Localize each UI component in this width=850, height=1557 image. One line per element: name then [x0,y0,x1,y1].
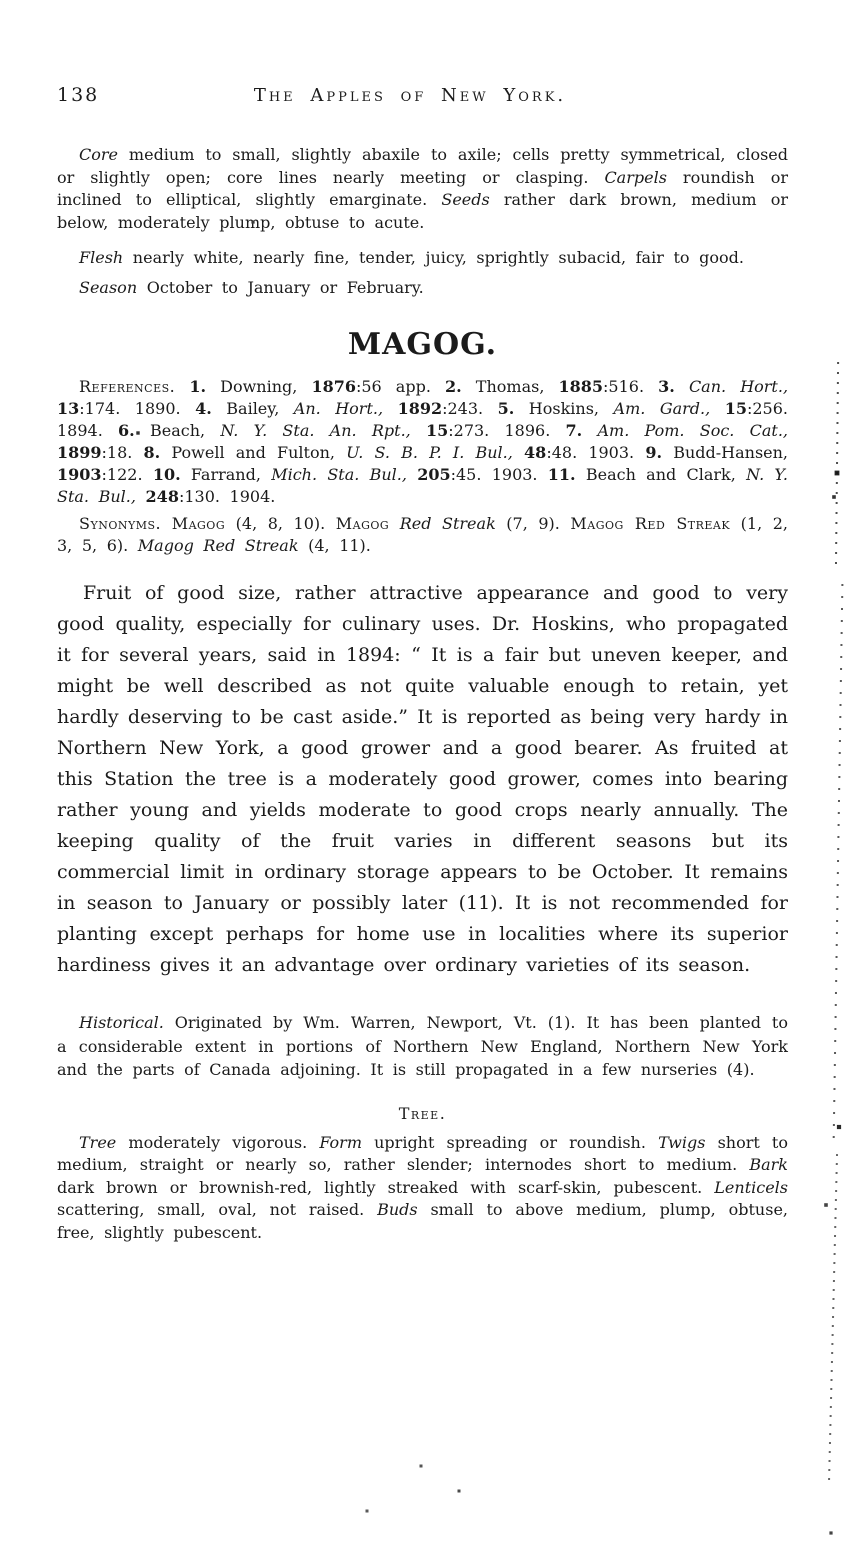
synonyms-paragraph: Synonyms. Magog (4, 8, 10). Magog Red Streak (7, 9). Magog Red Streak (1, 2, 3, 5, 6). Magog Red Streak (4, 11). [57,514,788,555]
page-header [0,84,850,110]
core-paragraph: Core medium to small, slightly abaxile to axile; cells pretty symmetrical, closed or slightly open; core lines nearly meeting or clasping. Carpels roundish or inclined to elliptical, slightly emarginate. Seeds rather dark brown, medium or below, moderately plump, obtuse to acute. [57,145,789,232]
page-content [0,144,850,1244]
references-paragraph: References. 1. Downing, 1876:56 app. 2. Thomas, 1885:516. 3. Can. Hort., 13:174. 1890. 4. Bailey, An. Hort., 1892:243. 5. Hoskins, Am. Gard., 15:256. 1894. 6. Beach, N. Y. Sta. An. Rpt., 15:273. 1896. 7. Am. Pom. Soc. Cat., 1899:18. 8. Powell and Fulton, U. S. B. P. I. Bul., 48:48. 1903. 9. Budd-Hansen, 1903:122. 10. Farrand, Mich. Sta. Bul., 205:45. 1903. 11. Beach and Clark, N. Y. Sta. Bul., 248:130. 1904. [57,377,789,506]
page-number: 138 [57,84,100,106]
description-paragraph: Fruit of good size, rather attractive appearance and good to very good quality, especially for culinary uses. Dr. Hoskins, who propagated it for several years, said in 1894: “ It is a fair but uneven keeper, and might be well described as not quite valuable enough to retain, yet hardly deserving to be cast aside.” It is reported as being very hardy in Northern New York, a good grower and a good bearer. As fruited at this Station the tree is a moderately good grower, comes into bearing rather young and yields moderate to good crops nearly annually. The keeping quality of the fruit varies in different seasons but its commercial limit in ordinary storage appears to be October. It remains in season to January or possibly later (11). It is not recommended for planting except perhaps for home use in localities where its superior hardiness gives it an advantage over ordinary varieties of its season. [57,582,788,976]
scanned-book-page [0,84,850,1557]
tree-heading: Tree. [398,1103,447,1123]
season-paragraph: Season October to January or February. [79,277,424,297]
running-title: The Apples of New York. [253,85,567,106]
tree-paragraph: Tree moderately vigorous. Form upright spreading or roundish. Twigs short to medium, straight or nearly so, rather slender; internodes short to medium. Bark dark brown or brownish-red, lightly streaked with scarf-skin, pubescent. Lenticels scattering, small, oval, not raised. Buds small to above medium, plump, obtuse, free, slightly pubescent. [57,1132,788,1242]
variety-heading: MAGOG. [347,327,498,362]
historical-paragraph: Historical. Originated by Wm. Warren, Newport, Vt. (1). It has been planted to a considerable extent in portions of Northern New England, Northern New York and the parts of Canada adjoining. It is still propagated in a few nurseries (4). [57,1013,788,1079]
flesh-paragraph: Flesh nearly white, nearly fine, tender, juicy, sprightly subacid, fair to good. [79,248,744,267]
